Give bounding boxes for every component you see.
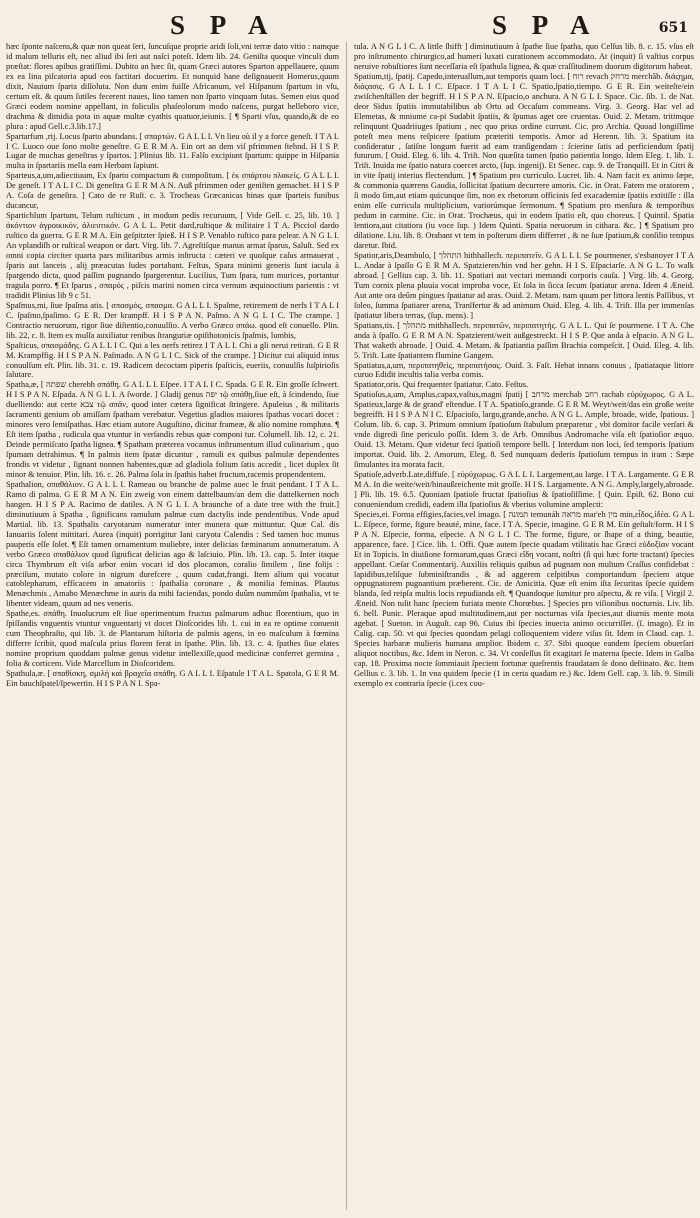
page-header [0,6,700,40]
page-number: 651 [658,20,688,36]
entry-paragraph: Spatium,tij, ſpatij. Capedo,interuallum,aut temporis quam loci. [ רוח revach מרחק merchâb. διάςημα, διάςασις. G A L L I C. Eſpace. I T A L I C. Spatio,ſpatio,tiempo. G E R. Ein weiteſte/ein zwiſchenſtällen der begriff. H I S P A N. Eſpacio,o anchura. A N G L I. Space. Cic. ſib. 1. de Nat. deor Sidus ſpatiis immutabilibus ab Ortu ad Occaſum commeans. Virg. 3. Georg. Hac vel ad Elemetas, & mniume ca-pi Sudabit ſpatiis, & ſpumas aget ore cruentas. Ouid. 2. Metam. tritimque relinquunt Quadriiuges ſpatium , nec quo prius ordine currunt. Cic. pro Archia. Quoad longiſſime poteſt mea mens reſpicere ſpatium præteriti temporis. Amor ad Herenn. lib. 3. Spatium ita conſideratur , ſatiſne longum fuerit ad eam tranſigendam : ſcierine ſatis ad perficiendum ſpatij futurum. [ Ouid. Eleg. 6. lib. 4. Triſt. Non quæſita tamen ſpatio patientia longo. Idem Eleg. 1. lib. 1. Triſt. Inuida me ſpatio natura coercet arcto, (ſup. ingenij). Et Senec. cap. 9. de Tranquill. Et in Citri & in vite ſpatij interius flectendum. ] ¶ Spatium pro curriculo. Lucret. lib. 4. Nam facit ex animo ſæpe, & commonia quærens Gaudia, ſollicitat ſpatium decurrere amoris. Cic. in Orat. Fatem me oratorem , ſi modo ſim,aut etiam quicunque ſim, non ex rhetorum officinis ſed exacademiæ ſpatiis extitiſſe : illa enim eſſe curricula multiplicium, variorúmque ſermonum. ¶ Spatium pro menſura & temporibus pedum in carmine. Cic. in Orat. Trochæus, qui in eodem ſpatio eſt, quo choreus. [ Quintil. Spatia lentiora,aut citatiora (iu voce ſup. ) Idem Quinti. Spatia neruorum in cithara. &c. ] ¶ Spatium pro dilatione. Liu. lib. 8. Orabant vt tem in poſterum diem differret , & ne ſuæ ſpatium,& conſilio tempus daretur. Ibid. [354,71,694,251]
column-divider [346,42,347,1210]
entry-paragraph: Species,ei. Forma effigies,facies,vel imago. [ תמונה temunáh מראה mar'eh מין min,εἶδος,ἰδέα. G A L L. Eſpece, forme, figure beauté, mine, face. I T A. Specie, imagine. G E R M. Ein geſtalt/form. H I S P A N. Eſpecie, forma, eſpecie. A N G L I C. The forme, figure, or ſhape of a thing, beautie, apparence, face. ] Cice. lib. 1. Offi. Quæ autem ſpecie quadam vtilitatis hac Græci εὐδοξίαν vocant Et in Topicis. In diuiſione formarum,quas Græci εἴδη vocant, noſtri (ſi qui hæc forte tractant) ſpecies appellant. Cæſar Commentarij. Auxiliis reliquis quibus ad pugnam non multum Craſſus confidebat : lapidibus,teliſque ſubminiſtrandis , & ad aggerem ceſpitibus comportandum ſpeciem atque oppugnatorem pugnantium præberent. Cic. de Amicitia. Quæ eſt enim iſta ſecuritas ſpecie quidem blanda, ſed reipſa multis locis repudianda eſt. ¶ Quandoque ſumitur pro aſpectu, & re viſa. [ Virgil 2. Æneid. Non tulit hanc ſpeciem furiata mente Chorœbus. ] Species pro viſionibus nocturnis. Liv. lib. 6. bell. Punic. Pleraque apud multitudinem,aut per nocturnas viſa ſpecies,aut diurnis mente mota agebat. [ Sueton. in Auguſt. cap 96. Cuius ibi ſpecies inuecta animo occurriſſet. (ſ. imago). Et in Calig. cap. 50. vt qui ſpecies quondam pelagi colloquentem videre viſus ſit. Idem in Claud. cap. 1. Species barbaræ mulieris humana amplior. Ibidem c. 37. Sibi quoque eandem ſpeciem obuerſari aliquot noctibus, &c. Idem in Neron. c. 34. Vt conſeſſus ſit exagitari ſe materna ſpecie. Idem in Galba cap. 18. Proxima nocte ſommiauit ſpeciem fortunæ queſrentis fraudatam ſe dono deſtinato. &c. Item Gellius c. 3. lib. 1. In vna quidem ſpecie (1 in certa quadam re.) &c. Idem Gell. cap. 3. lib. 9. Simili exemplo ex contraria ſpecie (i.cex cou- [354,509,694,688]
entry-paragraph: Sparteus,a,um,adiectiuum, Ex ſparto compactum & compoſitum. [ ἐκ σπάρτου πλακείς. G A L L I. De geneſt. I T A L I C. Di geneſtra G E R M A N. Auß pfrimmen oder geniſten gemachet. H I S P A. Coſa de geneſtra. ] Cato de re Ruſt. c. 3. Trocheas Græcanicas binas quæ ſparteis funibus ducancur, [6,171,339,211]
entry-paragraph: Spatioſe,adverb.Late,diffuſe. [ εὐρύχωρως. G A L L I. Largement,au large. I T A. Largamente. G E R M A. In die weite/weit/hinaußreichente mit groſſe. H I S. Largamente. A N G. Amply,largely,abroade. ] Pli. lib. 19. 6.5. Quoniam ſpatioſe fructat ſpatioſius & ſpatioſiſſime. [ Quin. Epiſt. 62. Bono cui conueniendum credidi, eadem illa ſpatioſius & vberius volumine amplecti: [354,469,694,509]
entry-paragraph: Spaſticus, σπασμάδης. G A L L I C. Qui a les nerfs retirez I T A L I. Chi a gli nerui retirati. G E R M. Krampffig. H I S P A N. Paſmado. A N G L I C. Sick of the crampe. ] Dicitur cui aliquid intus conuulſum eſt. Plin. lib. 31. c. 19. Radicem decoctam piperis ſpaſticis, eueriis, conuulſis ſuſpirioſis ſalutare. [6,340,339,380]
entry-paragraph: Spatior,aris,Deambulo, [ התהלך hithhallech. περιπατεῖν. G A L L I. Se pourmener, s'esbanoyer I T A L. Andar à ſpaſſo G E R M A. Spatzieren/hin vnd her gehn. H I S. Eſpaciarſe. A N G L. To walk abroad. [ Gellius cap. 3. lib. 11. Spatiari aut vectari memandi corporis cauſa. ] Virg. lib. 4. Georg. Tum cornix plena pluuia vocat improba voce, Et ſola in ſicca ſecum ſpatiatur arena. Idem 4 Æneid. Aut ante ora deûm pingues ſpatiatur ad aras. Ouid. 2. Metam. nam quum per littora lentis Paſſibus, vt ſoleo, ſumma ſpatiarer arena, Tranſfertur & ad animum Ouid. Eleg. 4. lib. 4. Triſt. Illa per immenſas ſpatiatur libera terras, (ſup. mens). ] [354,251,694,320]
left-running-head: S P A [170,10,277,40]
right-column [354,42,694,1214]
entry-paragraph: Spatha,æ, [ שפתה cherebh σπάθη. G A L L I. Eſpee. I T A L I C. Spada. G E R. Ein groſſe ſchwert. H I S P A N. Eſpada. A N G L I. A ſworde. ] Gladij genus יפה τῷ σπάθῃ,ſiue eſt, à ſcindendo, ſiue duelliendo: aut certe צבא τῷ σπᾶν, quod inter cætera ſignificat ſtringere. Apuleius , & militaris ſacramenti genium ob amiſſam ſpatham verebatur. Vegetius gladios maiores ſpathas vocari docet : minores vero ſemiſpathas. Hæc etiam autore Auguſtino, dicitur frameæ, & alio nomine romphæa. ¶ Eſt item ſpatha , rudicula qua vtuntur in verſandis rebus quæ componi tur. Columell. lib. 12, c. 21. Deinde permiſcato ſpatha lignea. ¶ Spatham præterea vocamus inſtrumentum illud culinarium , quo ſpumam detrahimus. ¶ In palmis item ſpatæ dicuntur , ramuli ex quibus palmulæ dependentes frondis vt videtur , ſignant nonnen habentes,quæ ad gladiola folium ſatis accedit , licet duplex ſit minor & tenuior. Plin. lib. 16. c. 26. Palma ſola in ſpathis habet fructum,racemis propendentem. [6,380,339,479]
entry-paragraph: Spatioſus,a,um, Amplus,capax,vaſtus,magni ſpatij [ מרחב merchab רחב rachab εὐρύχωρος. G A L. Spatieux,large & de grand' eſtendue. I T A. Spatioſo,grande. G E R M. Weyt/weit/das ein große weite begreifft. H I S P A N I C. Eſpacioſo, largo,grande,ancho. A N G L. Ample, broade, wide, ſpatious. ] Colum. lib. 6. cap. 3. Primum omnium ſpatioſum ſtabulum præparetur , vbi domitor facile verſari & vnde digredi ſine periculo poſſit. Idem 3. de Arb. Omnibus Andromache viſa eſt ſpatioſior æquo. Ouid. 13. Metam. Quæ videtur feci ſpatioſi tempore belli. [ Interdum non loci, ſed temporis ſpatium importat. Ouid. lib. 2. Amorum, Eleg. 8. Sed nunquam dederis ſpatioſum tempus in iram : Sæpe ſimulantes ira morata facit. [354,390,694,470]
entry-paragraph: tula. A N G L I C. A little ſhifft ] diminutiuum à ſpathe ſiue ſpatha, quo Celſus lib. 8. c. 15. vſus eſt pro inſtrumento chirurgico,ad humeri luxati curationem accommodato. At (inquit) ſi vaſtius corpus neruive robuſtiores ſunt neceſſaria eſt ſpathula lignea, & quæ craſſitudinem duorum digitorum habeat. [354,42,694,71]
entry-paragraph: Spartichlum ſpartum, Telum ruſticum , in modum pedis recuruum, [ Vide Gell. c. 25, lib. 10. ] ἀκόντιον ἀγροικικόν, ἀλιευτικόν. G A L L. Petit dard,ruſtique & militaire I T A. Picciol dardo ruſtico da guerra. G E R M A. Ein geſpitzter ſpieß. H I S P. Venablo ruſtico para pelear. A N G L I. An vplandiſh or ruſtical weapon or dart. Virg. lib. 7. Agreſtiſque manus armat ſparus, Saluſt. Sed ex omni copia circiter quarta pars militaribus armis inſtructa : cæteri ve quoſque caſus armauerat , ſparis aut lanceis , alij præacutas ſudes portabant. Feſtus, Spara minimi generis ſunt iacula à ſpargendo dicta, quod paſſim pugnando ſpargerentur. Lucilius, Tum ſpara, tum murices, portantur tragula porro. ¶ Et ſparus , σπαρός , piſcis marini nomen circa vernum æquinoctium parientis : vt tradidit Plinius lib 9 c 51. [6,211,339,300]
entry-paragraph: Spathe,es. σπάθη. Inuolucrum eſt ſiue operimentum fructus palmarum adhuc florentium, quo in ſpiſſandis vnguentis vtuntur vnguentarij vt docet Dioſcorides lib. 1. cui in ea re optime conuenit cum Theophraſto, qui lib. 3. de Plantarum hiſtoria de palmis agens, in eo maſculum à fœmina differre ſcribit, quod maſcula prius florem ferat in ſpathe. Plin. lib. 13. c. 4. ſpathes ſiue elates nomine proprium quoddam palmæ genus videtur intellexiſſe,quod medicinæ conferret germina , folia & corticem. Vide Marcellum in Dioſcoridem. [6,609,339,669]
entry-paragraph: Spathula,æ. [ σπαθίσκη, σμιλή καὶ βραχεῖα σπάθη. G A L L I. Eſpatule I T A L. Spatola, G E R M. Ein bauchſpatel/ſpewertin. H I S P A N I. Spa- [6,669,339,688]
right-running-head: S P A [492,10,599,40]
entry-paragraph: Spatiatus,a,um, περιπατηθεὶς, περιπατήσας. Ouid. 3. Faſt. Hebat innans conuus , ſpatiataque littore curuo Edidit incultis talia verba comis. [354,360,694,380]
entry-paragraph: Spatians,tis. [ מתהלך mithhallech. περιπατῶν, περιπατητής. G A L L. Qui ſe pourmene. I T A. Che anda à ſpaſſo. G E R M A N. Spatzierent/weit außgestreckt. H I S P. Que anda à eſpacio. A N G L. That waketh abroade. ] Ouid. 4. Metam. & ſpatiantia paſſim Brachia compeſcit. [ Ouid. Eleg. 4. lib. 5. Triſt. Late ſpatiantem flumine Gangem. [354,320,694,360]
left-column [6,42,339,1214]
entry-paragraph: Spathalion, σπαθάλιον. G A L L I. Rameau ou branche de palme auec le fruit pendant. I T A L. Ramo di palma. G E R M A N. Ein zweig von einem dattelbaum/an dem die dattelkernen noch hangen. H I S P A. Racimo de datiles. A N G L I. A braunche of a date tree with the fruit.] diminutiuum à Spatha , ſignificans ramulum palmæ cum dactylis inde pendentibus. Vnde apud Martial. lib. 13. Spathalis caryotarum numeratur inter munera quæ mittuntur. Quæ Cal. dis Ianuariis ſolent mittitari. Aurea (inquit) porrigitur Iani caryota Calendis : Sed tamen hoc munus pauperis eſſe ſolet. ¶ Eſt tamen ornamentum muliebre, inter delicias fæminarum annumeratum. A verbo Græco σπαθάλιον quod ſignificat delicias ago & laſciuio. Plin. lib. 13. cap. 5. Inter itaque circa Thymbrum eſt viſa arbor enim vocari id dos plocamon, coralio ſimilem , ſine folijs : præciſum, mutato colore in nigrum durefcere , quum cadat,frangi. Item alium qui vocatur catoblepharum, efficacem in amatoriis : ſpathalia coronare , & monilia feminas. Plautus Menæchmis , Amabo Menæchme in auris da mihi faciendas, pondo duûm nummûm ſpathalia, vt te libenter videam, quum ad nes veneris. [6,479,339,609]
entry-paragraph: hæc ſponte naſcens,& quæ non queat ſeri, ſuncuſque proprie aridi ſoli,vni terræ dato vitio : namque id malum telluris eſt, nec aliud ibi ſeri aut naſci poteſt. Idem lib. 24. Geniſta quoque vinculi dum præſtat: flores apibus gratiſſimi. Dubito an hæc ſit, quam Græci autores Sparton appellauere, quum ex ea lina piſcatoria apud eos factitari docuerim. Et nunquid hane deſignauerit Homerus,quum dixit, Nauium ſparta diſſoluta. Non dum enim fuiſſe Africanum, vel Hiſpanum ſpartum in vſu, certum eſt. & quum ſutiles fecerent naues, lino tamen non ſparto vinquam ſutas. Semen eius quod Græci eodem nomine appellant, in foliculis phaſeolorum modo naſcens, purgat helleboro vice, drachma & dimidia pota in aquæ multæ cyathis quatuor,ieiunis. [ ¶ Sparti vſus, quando,& de eo plura : apud Gell.c.3.lib.17.] [6,42,339,131]
entry-paragraph: Spatiator,oris. Qui frequenter ſpatiatur. Cato. Feſtus. [354,380,529,390]
entry-paragraph: Spartarfum ,rij. Locus ſparto abundans. [ σπαρτών. G A L L I. Vn lieu où il y a force geneſt. I T A L I C. Luoco oue ſono molte geneſtre. G E R M A. Ein ort an dem viſ pfrimmen ſtehnd. H I S P. Lugar de muchas geneſtras y ſpartos. ] Plinius lib. 11. Falſo excipiunt ſpartum: quippe in Hiſpania multa in ſpartariis mella eam Herbam ſapiunt. [6,131,339,171]
entry-paragraph: Spaſmus,mi, ſiue ſpaſma atis. [ σπασμός, σπασμα. G A L L I. Spaſme, retirement de nerfs I T A L I C. ſpaſmo,ſpaſimo. G E R. Der krampff. H I S P A N. Paſmo. A N G L I C. The crampe. ] Contractio neruorum, rigor ſiue diſtentio,conuulſio. A verbo Græco σπάω. quod eſt conuello. Plin. lib. 22, c. 8. Item ex mulſa auxiliatur renibus ſtranguriæ opiſthotonicis ſpaſmis, lumbis, [6,300,339,340]
